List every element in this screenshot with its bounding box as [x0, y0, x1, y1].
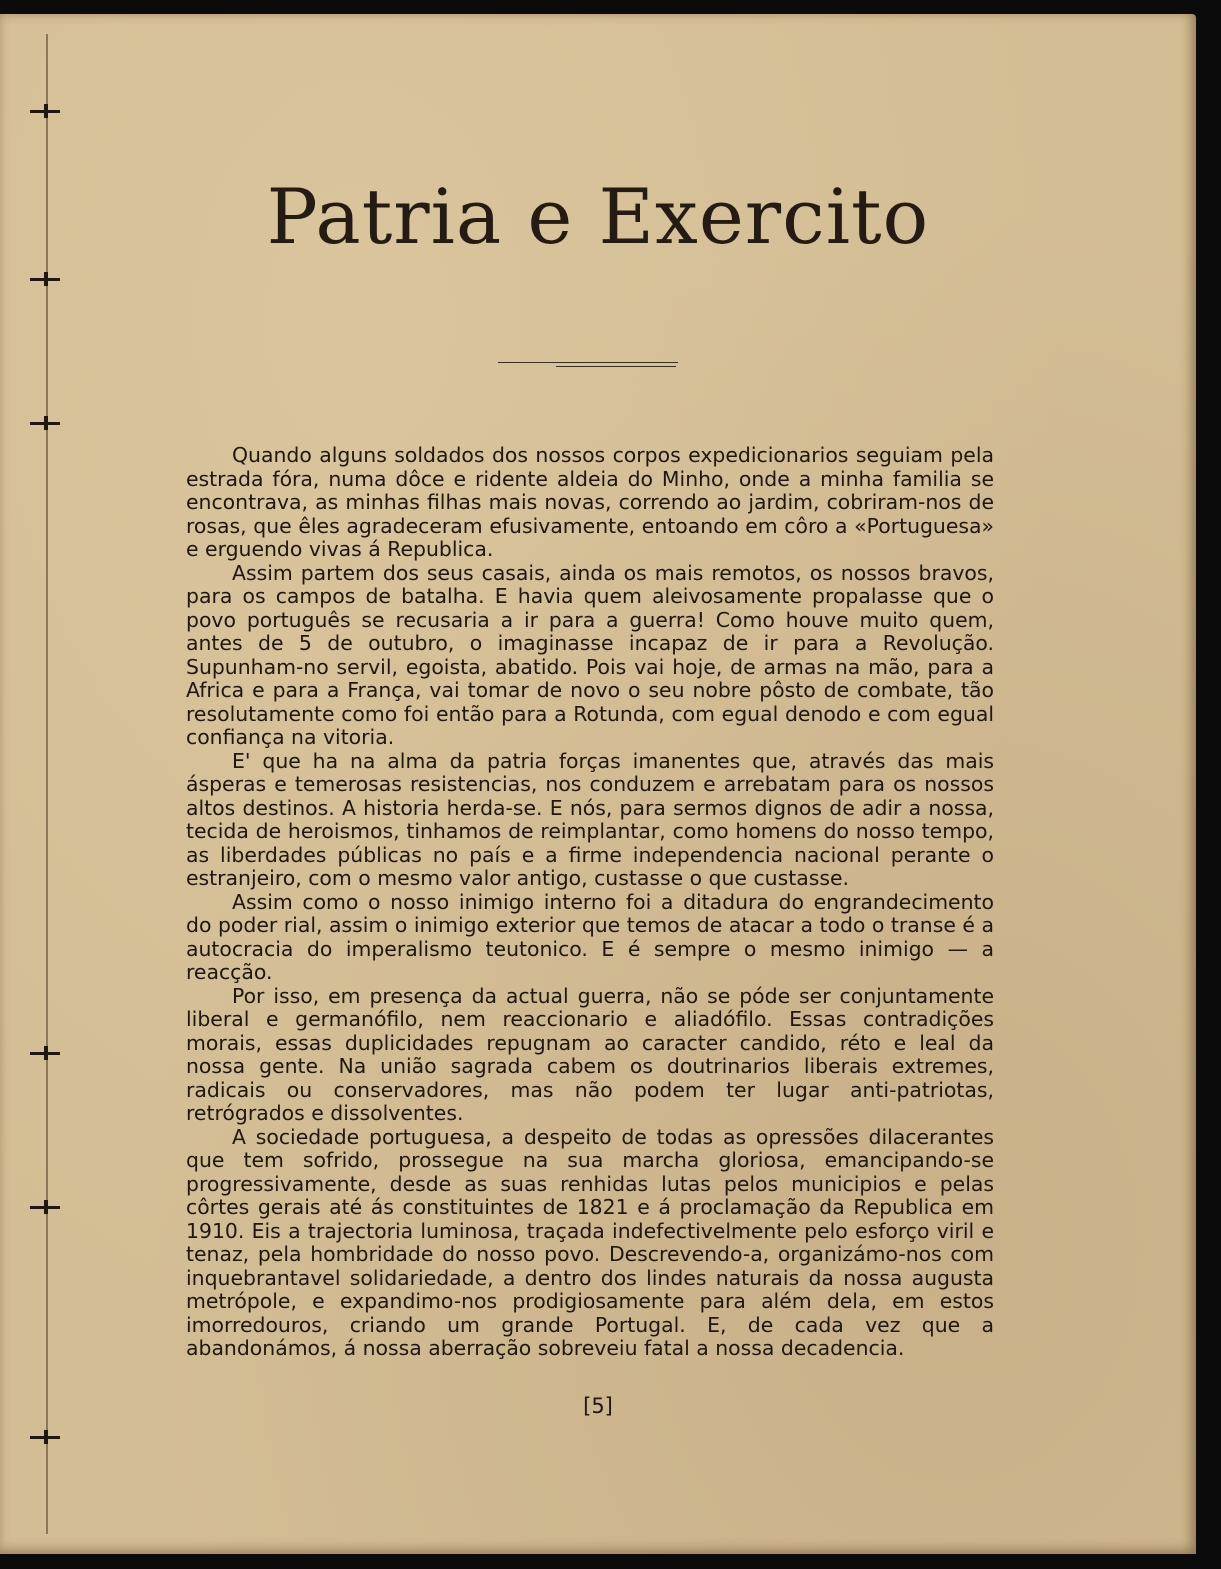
document-page — [0, 14, 1196, 1554]
body-text — [186, 444, 994, 1361]
paragraph: Por isso, em presença da actual guerra, não se póde ser conjuntamente liberal e germanófilo, nem reaccionario e aliadófilo. Essas contradições morais, essas duplicidades repugnam ao caracter candido, réto e leal da nossa gente. Na união sagrada cabem os doutrinarios liberais extremes, radicais ou conservadores, mas não podem ter lugar anti-patriotas, retrógrados e dissolventes. — [186, 983, 994, 1125]
paragraph: Assim partem dos seus casais, ainda os mais remotos, os nossos bravos, para os campos de batalha. E havia quem aleivosamente propalasse que o povo português se recusaria a ir para a guerra! Como houve muito quem, antes de 5 de outubro, o imaginasse incapaz de ir para a Revolução. Supunham-no servil, egoista, abatido. Pois vai hoje, de armas na mão, para a Africa e para a França, vai tomar de novo o seu nobre pôsto de combate, tão resolutamente como foi então para a Rotunda, com egual denodo e com egual confiança na vitoria. — [186, 560, 994, 749]
title-divider-underline — [556, 366, 676, 367]
binding-stitch — [30, 1436, 60, 1439]
binding-stitch — [30, 1052, 60, 1055]
binding-stitch — [30, 1206, 60, 1209]
paragraph: A sociedade portuguesa, a despeito de todas as opressões dilacerantes que tem sofrido, prossegue na sua marcha gloriosa, emancipando-se progressivamente, desde as suas renhidas lutas pelos municipios e pelas côrtes gerais até ás constituintes de 1821 e á proclamação da Republica em 1910. Eis a trajectoria luminosa, traçada indefectivelmente pelo esforço viril e tenaz, pela hombridade do nosso povo. Descrevendo-a, organizámo-nos com inquebrantavel solidariedade, a dentro dos lindes naturais da nossa augusta metrópole, e expandimo-nos prodigiosamente para além dela, em estos imorredouros, criando um grande Portugal. E, de cada vez que a abandonámos, á nossa aberração sobreveiu fatal a nossa decadencia. — [186, 1124, 994, 1360]
binding-stitch — [30, 110, 60, 113]
title-divider — [498, 362, 678, 363]
paragraph: E' que ha na alma da patria forças imanentes que, através das mais ásperas e temerosas resistencias, nos conduzem e arrebatam para os nossos altos destinos. A historia herda-se. E nós, para sermos dignos de adir a nossa, tecida de heroismos, tinhamos de reimplantar, como homens do nosso tempo, as liberdades públicas no país e a firme independencia nacional perante o estranjeiro, com o mesmo valor antigo, custasse o que custasse. — [186, 748, 994, 890]
binding-stitch — [30, 422, 60, 425]
paragraph: Assim como o nosso inimigo interno foi a ditadura do engrandecimento do poder rial, assim o inimigo exterior que temos de atacar a todo o transe é a autocracia do imperalismo teutonico. E é sempre o mesmo inimigo — a reacção. — [186, 889, 994, 984]
paragraph: Quando alguns soldados dos nossos corpos expedicionarios seguiam pela estrada fóra, numa dôce e ridente aldeia do Minho, onde a minha familia se encontrava, as minhas filhas mais novas, correndo ao jardim, cobriram-nos de rosas, que êles agradeceram efusivamente, entoando em côro a «Portuguesa» e erguendo vivas á Republica. — [186, 443, 994, 561]
page-title: Patria e Exercito — [266, 172, 930, 261]
binding-stitch — [30, 278, 60, 281]
page-number: [5] — [583, 1394, 613, 1418]
